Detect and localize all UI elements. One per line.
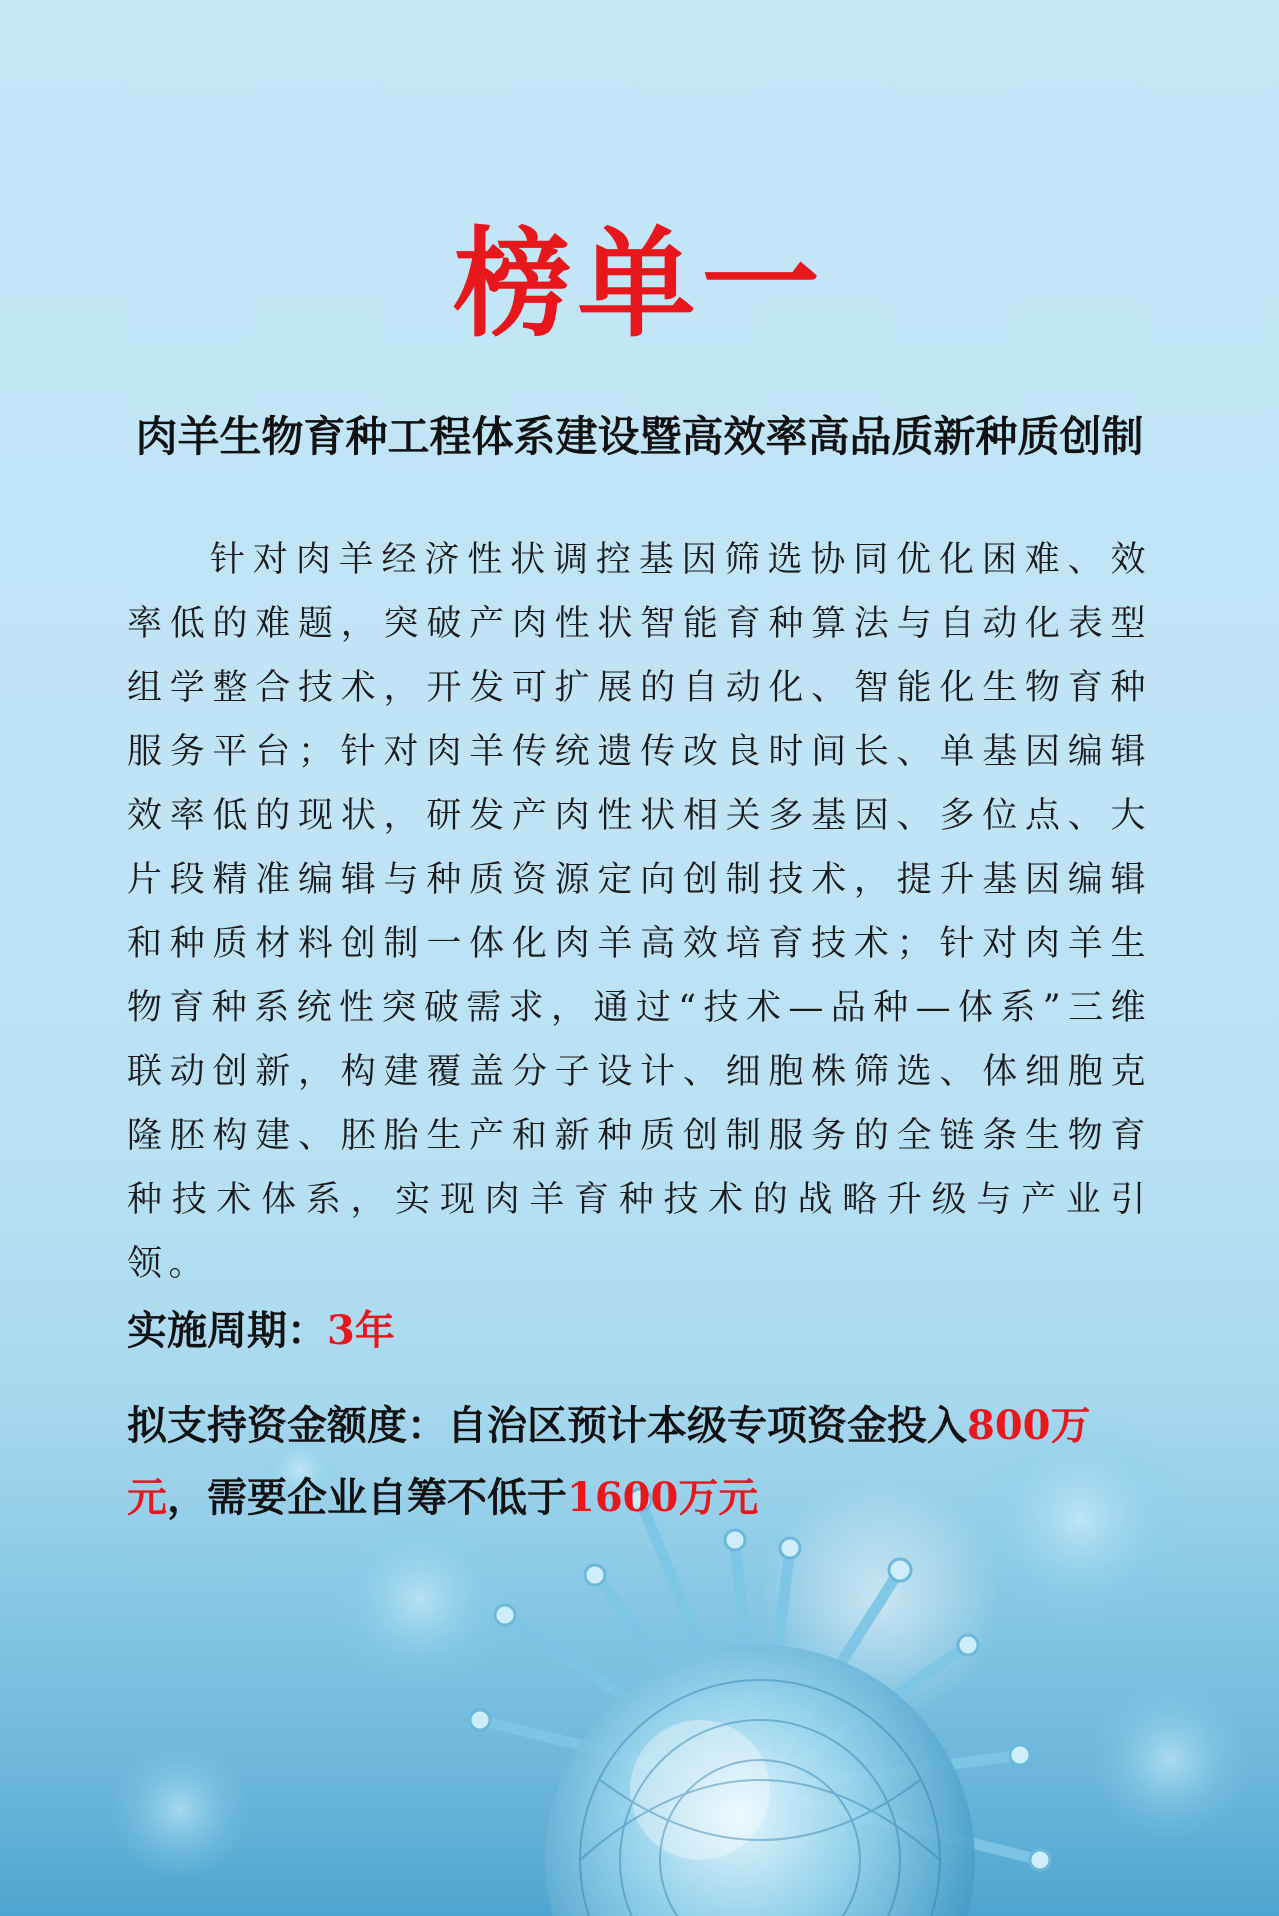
funding-text-2: ，需要企业自筹不低于 xyxy=(167,1474,567,1521)
funding-label: 拟支持资金额度： xyxy=(127,1402,447,1449)
implementation-period xyxy=(127,1295,1167,1367)
funding-amount xyxy=(127,1390,1167,1534)
project-subtitle: 肉羊生物育种工程体系建设暨高效率高品质新种质创制 xyxy=(135,412,1144,461)
project-description: 针对肉羊经济性状调控基因筛选协同优化困难、效率低的难题，突破产肉性状智能育种算法与自动化表型组学整合技术，开发可扩展的自动化、智能化生物育种服务平台；针对肉羊传统遗传改良时间长、单基因编辑效率低的现状，研发产肉性状相关多基因、多位点、大片段精准编辑与种质资源定向创制技术，提升基因编辑和种质材料创制一体化肉羊高效培育技术；针对肉羊生物育种系统性突破需求，通过“技术—品种—体系”三维联动创新，构建覆盖分子设计、细胞株筛选、体细胞克隆胚构建、胚胎生产和新种质创制服务的全链条生物育种技术体系，实现肉羊育种技术的战略升级与产业引领。 xyxy=(127,540,1152,1284)
funding-text-1: 自治区预计本级专项资金投入 xyxy=(447,1402,967,1449)
page-title: 榜单一 xyxy=(453,215,826,353)
period-value: 3年 xyxy=(327,1307,395,1354)
funding-amount-1: 800万元 xyxy=(127,1402,1091,1521)
funding-amount-2: 1600万元 xyxy=(567,1474,759,1521)
period-label: 实施周期： xyxy=(127,1307,327,1354)
